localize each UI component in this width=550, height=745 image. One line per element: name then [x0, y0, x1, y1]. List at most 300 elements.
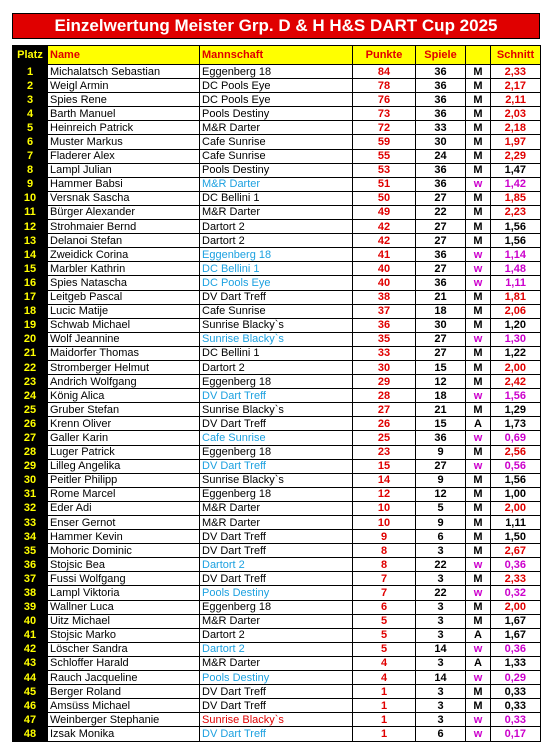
- cell-spiele: 3: [416, 614, 466, 628]
- cell-schnitt: 2,18: [491, 121, 541, 135]
- cell-platz: 45: [13, 685, 48, 699]
- cell-punkte: 5: [353, 642, 416, 656]
- table-row: [13, 375, 541, 389]
- cell-platz: 16: [13, 276, 48, 290]
- table-row: [13, 290, 541, 304]
- table-row: [13, 727, 541, 741]
- cell-punkte: 42: [353, 234, 416, 248]
- cell-spiele: 36: [416, 163, 466, 177]
- cell-mw: M: [466, 93, 491, 107]
- table-row: [13, 614, 541, 628]
- cell-platz: 15: [13, 262, 48, 276]
- cell-platz: 43: [13, 656, 48, 670]
- cell-punkte: 5: [353, 614, 416, 628]
- cell-platz: 22: [13, 360, 48, 374]
- cell-schnitt: 2,00: [491, 360, 541, 374]
- cell-team: Sunrise Blacky`s: [200, 713, 353, 727]
- cell-punkte: 1: [353, 713, 416, 727]
- cell-schnitt: 1,56: [491, 220, 541, 234]
- cell-spiele: 36: [416, 107, 466, 121]
- cell-platz: 7: [13, 149, 48, 163]
- cell-mw: w: [466, 248, 491, 262]
- cell-mw: M: [466, 346, 491, 360]
- cell-name: Muster Markus: [48, 135, 200, 149]
- cell-team: DV Dart Treff: [200, 290, 353, 304]
- cell-spiele: 15: [416, 417, 466, 431]
- cell-name: Rauch Jacqueline: [48, 671, 200, 685]
- cell-schnitt: 2,03: [491, 107, 541, 121]
- ranking-table: [12, 45, 541, 742]
- cell-spiele: 21: [416, 403, 466, 417]
- cell-spiele: 30: [416, 135, 466, 149]
- cell-team: DC Bellini 1: [200, 346, 353, 360]
- cell-mw: M: [466, 501, 491, 515]
- cell-punkte: 50: [353, 191, 416, 205]
- cell-spiele: 9: [416, 445, 466, 459]
- cell-platz: 10: [13, 191, 48, 205]
- cell-team: Eggenberg 18: [200, 487, 353, 501]
- cell-name: Maidorfer Thomas: [48, 346, 200, 360]
- cell-name: Rome Marcel: [48, 487, 200, 501]
- cell-punkte: 51: [353, 177, 416, 191]
- cell-mw: M: [466, 234, 491, 248]
- table-row: [13, 417, 541, 431]
- cell-mw: M: [466, 135, 491, 149]
- cell-team: M&R Darter: [200, 121, 353, 135]
- cell-punkte: 23: [353, 445, 416, 459]
- cell-punkte: 15: [353, 459, 416, 473]
- cell-schnitt: 2,00: [491, 600, 541, 614]
- cell-name: Marbler Kathrin: [48, 262, 200, 276]
- table-row: [13, 628, 541, 642]
- cell-platz: 28: [13, 445, 48, 459]
- cell-name: Delanoi Stefan: [48, 234, 200, 248]
- cell-mw: M: [466, 318, 491, 332]
- cell-spiele: 6: [416, 727, 466, 741]
- cell-punkte: 10: [353, 516, 416, 530]
- table-row: [13, 656, 541, 670]
- cell-name: Heinreich Patrick: [48, 121, 200, 135]
- cell-punkte: 78: [353, 79, 416, 93]
- cell-spiele: 3: [416, 699, 466, 713]
- cell-name: Peitler Philipp: [48, 473, 200, 487]
- table-row: [13, 558, 541, 572]
- cell-spiele: 36: [416, 177, 466, 191]
- cell-spiele: 14: [416, 642, 466, 656]
- cell-mw: M: [466, 614, 491, 628]
- cell-punkte: 1: [353, 685, 416, 699]
- cell-team: DV Dart Treff: [200, 417, 353, 431]
- col-header-mw: [466, 46, 491, 65]
- cell-platz: 47: [13, 713, 48, 727]
- cell-schnitt: 0,29: [491, 671, 541, 685]
- cell-name: Weigl Armin: [48, 79, 200, 93]
- cell-mw: w: [466, 276, 491, 290]
- cell-spiele: 3: [416, 628, 466, 642]
- cell-name: Stromberger Helmut: [48, 360, 200, 374]
- cell-schnitt: 1,73: [491, 417, 541, 431]
- cell-schnitt: 2,00: [491, 501, 541, 515]
- cell-spiele: 3: [416, 685, 466, 699]
- table-row: [13, 671, 541, 685]
- cell-punkte: 7: [353, 572, 416, 586]
- cell-team: M&R Darter: [200, 656, 353, 670]
- cell-spiele: 36: [416, 79, 466, 93]
- cell-team: Eggenberg 18: [200, 248, 353, 262]
- table-row: [13, 163, 541, 177]
- cell-schnitt: 1,11: [491, 516, 541, 530]
- cell-team: Dartort 2: [200, 558, 353, 572]
- cell-platz: 30: [13, 473, 48, 487]
- cell-name: Eder Adi: [48, 501, 200, 515]
- cell-mw: M: [466, 699, 491, 713]
- cell-team: Pools Destiny: [200, 586, 353, 600]
- cell-platz: 23: [13, 375, 48, 389]
- cell-schnitt: 0,33: [491, 699, 541, 713]
- cell-mw: M: [466, 360, 491, 374]
- table-row: [13, 360, 541, 374]
- cell-mw: w: [466, 459, 491, 473]
- cell-punkte: 27: [353, 403, 416, 417]
- cell-mw: M: [466, 205, 491, 219]
- cell-platz: 27: [13, 431, 48, 445]
- cell-schnitt: 0,56: [491, 459, 541, 473]
- cell-platz: 4: [13, 107, 48, 121]
- cell-platz: 9: [13, 177, 48, 191]
- cell-platz: 5: [13, 121, 48, 135]
- cell-schnitt: 1,20: [491, 318, 541, 332]
- cell-name: Wallner Luca: [48, 600, 200, 614]
- cell-punkte: 59: [353, 135, 416, 149]
- cell-mw: w: [466, 389, 491, 403]
- cell-platz: 42: [13, 642, 48, 656]
- cell-platz: 35: [13, 544, 48, 558]
- cell-punkte: 7: [353, 586, 416, 600]
- cell-platz: 24: [13, 389, 48, 403]
- cell-name: Uitz Michael: [48, 614, 200, 628]
- cell-name: Leitgeb Pascal: [48, 290, 200, 304]
- col-header-schnitt: Schnitt: [491, 46, 541, 65]
- cell-platz: 13: [13, 234, 48, 248]
- cell-platz: 3: [13, 93, 48, 107]
- table-row: [13, 65, 541, 79]
- cell-mw: M: [466, 163, 491, 177]
- cell-platz: 14: [13, 248, 48, 262]
- cell-team: Eggenberg 18: [200, 445, 353, 459]
- cell-spiele: 12: [416, 487, 466, 501]
- cell-punkte: 36: [353, 318, 416, 332]
- cell-team: Dartort 2: [200, 642, 353, 656]
- cell-team: Eggenberg 18: [200, 65, 353, 79]
- table-row: [13, 572, 541, 586]
- cell-team: DV Dart Treff: [200, 389, 353, 403]
- cell-schnitt: 1,14: [491, 248, 541, 262]
- cell-punkte: 28: [353, 389, 416, 403]
- cell-mw: A: [466, 417, 491, 431]
- cell-team: M&R Darter: [200, 516, 353, 530]
- table-row: [13, 332, 541, 346]
- cell-spiele: 27: [416, 234, 466, 248]
- cell-name: Lampl Viktoria: [48, 586, 200, 600]
- table-row: [13, 248, 541, 262]
- cell-schnitt: 0,69: [491, 431, 541, 445]
- cell-punkte: 38: [353, 290, 416, 304]
- cell-schnitt: 1,22: [491, 346, 541, 360]
- cell-spiele: 36: [416, 65, 466, 79]
- table-row: [13, 544, 541, 558]
- cell-schnitt: 2,67: [491, 544, 541, 558]
- cell-punkte: 53: [353, 163, 416, 177]
- cell-schnitt: 0,36: [491, 558, 541, 572]
- cell-name: Fussi Wolfgang: [48, 572, 200, 586]
- cell-team: DC Pools Eye: [200, 79, 353, 93]
- header-row: [13, 46, 541, 65]
- cell-punkte: 4: [353, 656, 416, 670]
- cell-schnitt: 2,33: [491, 65, 541, 79]
- cell-spiele: 6: [416, 530, 466, 544]
- cell-mw: M: [466, 473, 491, 487]
- cell-schnitt: 1,33: [491, 656, 541, 670]
- cell-team: Pools Destiny: [200, 163, 353, 177]
- cell-team: Cafe Sunrise: [200, 149, 353, 163]
- cell-punkte: 41: [353, 248, 416, 262]
- cell-name: Lampl Julian: [48, 163, 200, 177]
- cell-mw: M: [466, 121, 491, 135]
- cell-name: Schloffer Harald: [48, 656, 200, 670]
- cell-schnitt: 1,56: [491, 473, 541, 487]
- cell-schnitt: 1,11: [491, 276, 541, 290]
- cell-punkte: 12: [353, 487, 416, 501]
- table-row: [13, 79, 541, 93]
- cell-name: Berger Roland: [48, 685, 200, 699]
- cell-name: Spies Natascha: [48, 276, 200, 290]
- cell-team: Cafe Sunrise: [200, 431, 353, 445]
- cell-platz: 34: [13, 530, 48, 544]
- table-row: [13, 107, 541, 121]
- cell-schnitt: 2,11: [491, 93, 541, 107]
- cell-schnitt: 2,17: [491, 79, 541, 93]
- table-row: [13, 318, 541, 332]
- cell-spiele: 21: [416, 290, 466, 304]
- cell-mw: M: [466, 220, 491, 234]
- cell-team: DC Pools Eye: [200, 276, 353, 290]
- table-row: [13, 121, 541, 135]
- table-row: [13, 431, 541, 445]
- cell-schnitt: 1,50: [491, 530, 541, 544]
- cell-punkte: 73: [353, 107, 416, 121]
- cell-punkte: 55: [353, 149, 416, 163]
- cell-mw: M: [466, 572, 491, 586]
- col-header-spiele: Spiele: [416, 46, 466, 65]
- col-header-name: Name: [48, 46, 200, 65]
- table-row: [13, 516, 541, 530]
- cell-team: Pools Destiny: [200, 671, 353, 685]
- cell-platz: 41: [13, 628, 48, 642]
- cell-punkte: 49: [353, 205, 416, 219]
- cell-spiele: 3: [416, 656, 466, 670]
- cell-spiele: 15: [416, 360, 466, 374]
- cell-spiele: 22: [416, 586, 466, 600]
- cell-team: DV Dart Treff: [200, 685, 353, 699]
- cell-name: Krenn Oliver: [48, 417, 200, 431]
- cell-team: DV Dart Treff: [200, 572, 353, 586]
- cell-spiele: 18: [416, 389, 466, 403]
- cell-name: Schwab Michael: [48, 318, 200, 332]
- cell-spiele: 36: [416, 93, 466, 107]
- table-row: [13, 191, 541, 205]
- cell-team: M&R Darter: [200, 501, 353, 515]
- cell-mw: A: [466, 628, 491, 642]
- cell-team: DV Dart Treff: [200, 530, 353, 544]
- cell-team: M&R Darter: [200, 205, 353, 219]
- cell-platz: 25: [13, 403, 48, 417]
- cell-platz: 48: [13, 727, 48, 741]
- cell-name: Stojsic Bea: [48, 558, 200, 572]
- cell-spiele: 27: [416, 459, 466, 473]
- cell-schnitt: 1,81: [491, 290, 541, 304]
- cell-spiele: 27: [416, 332, 466, 346]
- cell-name: Galler Karin: [48, 431, 200, 445]
- cell-platz: 18: [13, 304, 48, 318]
- cell-schnitt: 0,33: [491, 685, 541, 699]
- cell-punkte: 25: [353, 431, 416, 445]
- cell-mw: M: [466, 304, 491, 318]
- cell-spiele: 9: [416, 516, 466, 530]
- cell-schnitt: 2,33: [491, 572, 541, 586]
- page-title: Einzelwertung Meister Grp. D & H H&S DART Cup 2025: [12, 13, 540, 39]
- cell-name: Fladerer Alex: [48, 149, 200, 163]
- cell-spiele: 9: [416, 473, 466, 487]
- cell-schnitt: 0,32: [491, 586, 541, 600]
- cell-mw: w: [466, 262, 491, 276]
- cell-name: Wolf Jeannine: [48, 332, 200, 346]
- cell-team: DV Dart Treff: [200, 459, 353, 473]
- cell-punkte: 4: [353, 671, 416, 685]
- cell-schnitt: 0,36: [491, 642, 541, 656]
- cell-team: Dartort 2: [200, 360, 353, 374]
- cell-platz: 29: [13, 459, 48, 473]
- cell-team: M&R Darter: [200, 177, 353, 191]
- cell-mw: w: [466, 332, 491, 346]
- cell-schnitt: 1,97: [491, 135, 541, 149]
- cell-name: Weinberger Stephanie: [48, 713, 200, 727]
- cell-platz: 12: [13, 220, 48, 234]
- cell-schnitt: 2,06: [491, 304, 541, 318]
- cell-spiele: 3: [416, 572, 466, 586]
- cell-punkte: 40: [353, 276, 416, 290]
- cell-mw: M: [466, 530, 491, 544]
- cell-name: Izsak Monika: [48, 727, 200, 741]
- cell-platz: 6: [13, 135, 48, 149]
- cell-punkte: 10: [353, 501, 416, 515]
- cell-name: Gruber Stefan: [48, 403, 200, 417]
- cell-name: Barth Manuel: [48, 107, 200, 121]
- cell-spiele: 36: [416, 431, 466, 445]
- cell-team: DV Dart Treff: [200, 699, 353, 713]
- cell-mw: w: [466, 558, 491, 572]
- cell-team: Dartort 2: [200, 220, 353, 234]
- cell-mw: w: [466, 177, 491, 191]
- cell-mw: M: [466, 375, 491, 389]
- cell-mw: M: [466, 79, 491, 93]
- cell-punkte: 29: [353, 375, 416, 389]
- cell-name: Mohoric Dominic: [48, 544, 200, 558]
- cell-spiele: 22: [416, 558, 466, 572]
- cell-punkte: 40: [353, 262, 416, 276]
- cell-platz: 38: [13, 586, 48, 600]
- cell-spiele: 18: [416, 304, 466, 318]
- cell-mw: w: [466, 671, 491, 685]
- table-row: [13, 473, 541, 487]
- cell-platz: 19: [13, 318, 48, 332]
- table-row: [13, 262, 541, 276]
- table-row: [13, 149, 541, 163]
- cell-punkte: 84: [353, 65, 416, 79]
- cell-schnitt: 1,42: [491, 177, 541, 191]
- cell-team: Dartort 2: [200, 234, 353, 248]
- col-header-team: Mannschaft: [200, 46, 353, 65]
- cell-mw: M: [466, 600, 491, 614]
- cell-schnitt: 1,67: [491, 614, 541, 628]
- cell-mw: w: [466, 727, 491, 741]
- cell-spiele: 27: [416, 262, 466, 276]
- table-row: [13, 403, 541, 417]
- cell-punkte: 42: [353, 220, 416, 234]
- table-row: [13, 234, 541, 248]
- cell-name: Versnak Sascha: [48, 191, 200, 205]
- cell-name: Lilleg Angelika: [48, 459, 200, 473]
- cell-mw: M: [466, 544, 491, 558]
- cell-platz: 8: [13, 163, 48, 177]
- cell-team: Pools Destiny: [200, 107, 353, 121]
- cell-team: Cafe Sunrise: [200, 304, 353, 318]
- cell-mw: M: [466, 149, 491, 163]
- cell-mw: w: [466, 642, 491, 656]
- cell-platz: 44: [13, 671, 48, 685]
- cell-spiele: 22: [416, 205, 466, 219]
- cell-mw: w: [466, 713, 491, 727]
- cell-platz: 32: [13, 501, 48, 515]
- cell-mw: M: [466, 191, 491, 205]
- cell-name: Spies Rene: [48, 93, 200, 107]
- cell-punkte: 76: [353, 93, 416, 107]
- cell-schnitt: 2,29: [491, 149, 541, 163]
- cell-punkte: 8: [353, 544, 416, 558]
- cell-platz: 31: [13, 487, 48, 501]
- cell-schnitt: 1,47: [491, 163, 541, 177]
- table-row: [13, 445, 541, 459]
- table-row: [13, 220, 541, 234]
- cell-name: Bürger Alexander: [48, 205, 200, 219]
- cell-punkte: 35: [353, 332, 416, 346]
- cell-spiele: 36: [416, 248, 466, 262]
- cell-mw: M: [466, 487, 491, 501]
- cell-platz: 36: [13, 558, 48, 572]
- cell-spiele: 14: [416, 671, 466, 685]
- cell-schnitt: 2,56: [491, 445, 541, 459]
- cell-punkte: 8: [353, 558, 416, 572]
- table-row: [13, 135, 541, 149]
- cell-team: Sunrise Blacky`s: [200, 318, 353, 332]
- table-row: [13, 713, 541, 727]
- ranking-body: [13, 65, 541, 742]
- cell-platz: 21: [13, 346, 48, 360]
- cell-schnitt: 0,33: [491, 713, 541, 727]
- table-row: [13, 346, 541, 360]
- table-row: [13, 487, 541, 501]
- cell-punkte: 26: [353, 417, 416, 431]
- cell-spiele: 3: [416, 713, 466, 727]
